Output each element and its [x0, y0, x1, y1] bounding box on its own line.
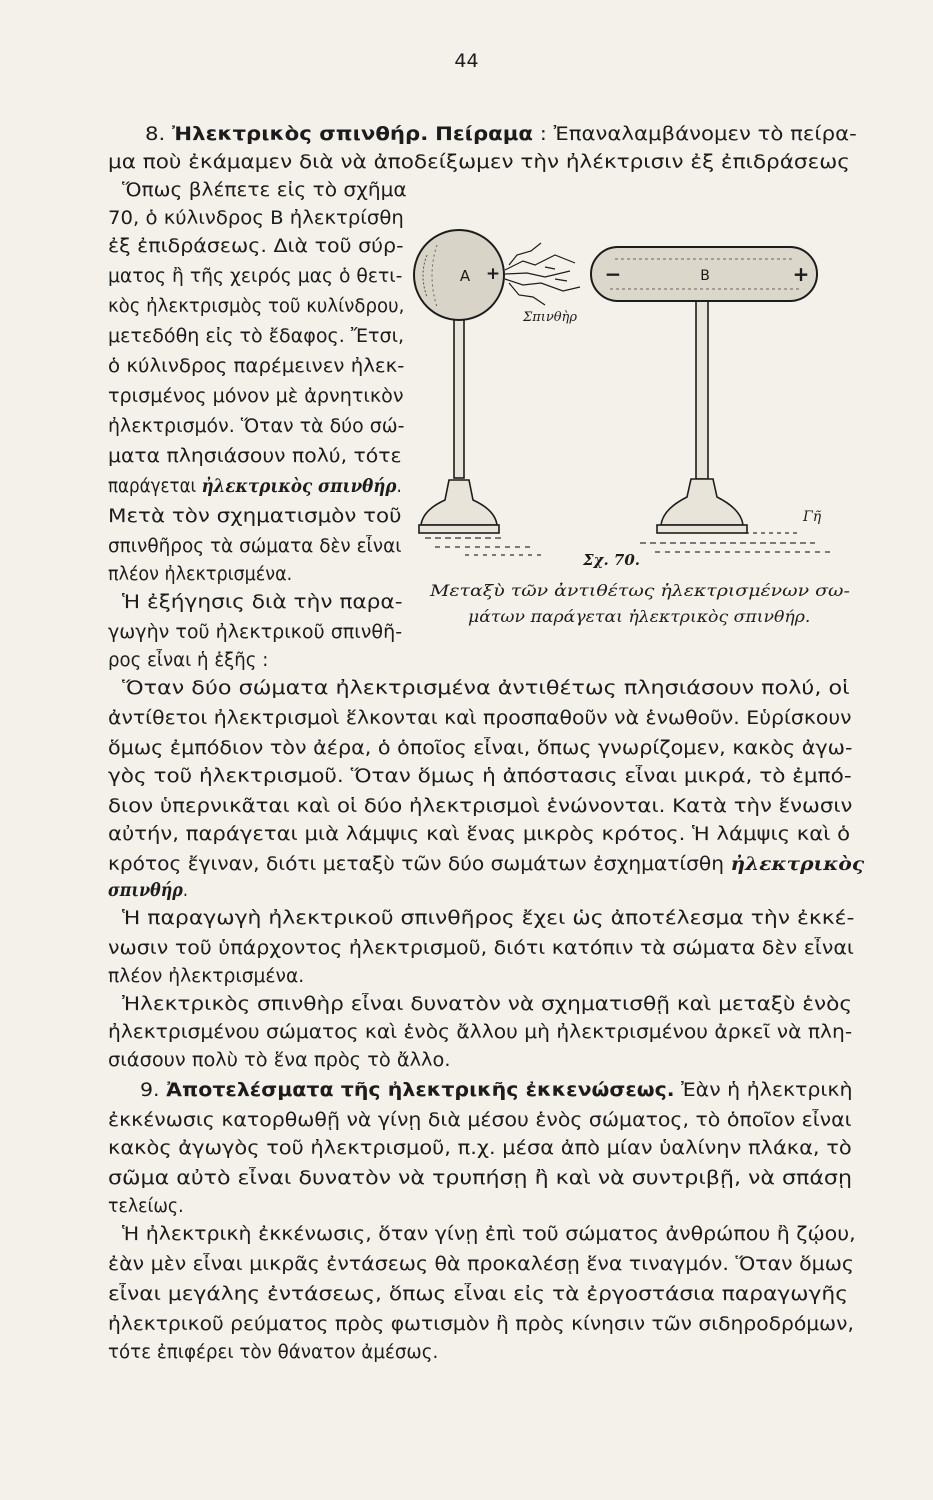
- paragraph-line: Ὅταν δύο σώματα ἠλεκτρισμένα ἀντιθέτως πλησιάσουν πολύ, οἱ: [122, 678, 850, 699]
- emphasis-term: σπινθήρ: [108, 880, 183, 901]
- paragraph-line: γωγὴν τοῦ ἠλεκτρικοῦ σπινθῆ-: [108, 622, 403, 643]
- paragraph-line: ὅμως ἐμπόδιον τὸν ἀέρα, ὁ ὁποῖος εἶναι, ὅπως γνωρίζομεν, κακὸς ἀγω-: [108, 738, 853, 759]
- paragraph-line: πλέον ἠλεκτρισμένα.: [108, 966, 305, 987]
- heading-line-text: : Ἐπαναλαμβάνομεν τὸ πείρα-: [532, 124, 857, 145]
- line-text: κρότος ἔγιναν, διότι μεταξὺ τῶν δύο σωμάτων ἐσχηματίσθη: [108, 854, 731, 875]
- section-number: 9.: [140, 1080, 160, 1101]
- heading-line-text: Ἐὰν ἡ ἠλεκτρικὴ: [674, 1080, 853, 1101]
- paragraph-line: νωσιν τοῦ ὑπάρχοντος ἠλεκτρισμοῦ, διότι κατόπιν τὰ σώματα δὲν εἶναι: [108, 938, 854, 959]
- paragraph-line: Ὅπως βλέπετε εἰς τὸ σχῆμα: [122, 180, 407, 201]
- paragraph-line: πλέον ἠλεκτρισμένα.: [108, 564, 293, 585]
- paragraph-line-noise: [108, 852, 864, 878]
- page-number: 44: [454, 50, 479, 72]
- section-9-heading-line: [140, 1078, 852, 1104]
- figure-caption-line: Μεταξὺ τῶν ἀντιθέτως ἠλεκτρισμένων σω-: [430, 582, 850, 600]
- figure-number: Σχ. 70.: [583, 551, 641, 569]
- sphere-a-stand: [419, 303, 499, 533]
- paragraph-line: τελείως.: [108, 1196, 184, 1217]
- paragraph-line: σιάσουν πολὺ τὸ ἕνα πρὸς τὸ ἄλλο.: [108, 1050, 451, 1071]
- line-text: παράγεται: [108, 476, 202, 497]
- section-8-heading-line: [145, 122, 857, 148]
- paragraph-line: Ἠλεκτρικὸς σπινθὴρ εἶναι δυνατὸν νὰ σχηματισθῇ καὶ μεταξὺ ἑνὸς: [122, 994, 853, 1015]
- line-text: .: [396, 476, 402, 497]
- paragraph-line: ἠλεκτρικοῦ ρεύματος πρὸς φωτισμὸν ἢ πρὸς κίνησιν τῶν σιδηροδρόμων,: [108, 1314, 854, 1335]
- paragraph-line: ματος ἢ τῆς χειρός μας ὁ θετι-: [108, 266, 403, 287]
- paragraph-line: μα ποὺ ἐκάμαμεν διὰ νὰ ἀποδείξωμεν τὴν ἠλέκτρισιν ἐξ ἐπιδράσεως: [108, 152, 850, 173]
- paragraph-line: μετεδόθη εἰς τὸ ἔδαφος. Ἔτσι,: [108, 326, 405, 347]
- paragraph-line: γὸς τοῦ ἠλεκτρισμοῦ. Ὅταν ὅμως ἡ ἀπόστασις εἶναι μικρά, τὸ ἐμπό-: [108, 766, 852, 787]
- paragraph-line: τότε ἐπιφέρει τὸν θάνατον ἀμέσως.: [108, 1342, 439, 1363]
- paragraph-line: Μετὰ τὸν σχηματισμὸν τοῦ: [108, 506, 402, 527]
- paragraph-line: Ἡ παραγωγὴ ἠλεκτρικοῦ σπινθῆρος ἔχει ὡς ἀποτέλεσμα τὴν ἐκκέ-: [122, 908, 855, 929]
- paragraph-line: σπινθῆρος τὰ σώματα δὲν εἶναι: [108, 536, 402, 557]
- cylinder-b-label: Β: [700, 268, 710, 284]
- paragraph-line: ἀντίθετοι ἠλεκτρισμοὶ ἕλκονται καὶ προσπαθοῦν νὰ ἑνωθοῦν. Εὑρίσκουν: [108, 708, 852, 729]
- section-number: 8.: [145, 124, 166, 145]
- cylinder-b: [591, 247, 817, 301]
- plus-sign-a: +: [485, 264, 501, 284]
- section-heading: Ἀποτελέσματα τῆς ἠλεκτρικῆς ἐκκενώσεως.: [166, 1080, 675, 1101]
- paragraph-line: αὐτήν, παράγεται μιὰ λάμψις καὶ ἕνας μικρὸς κρότος. Ἡ λάμψις καὶ ὁ: [108, 824, 851, 845]
- paragraph-line: ρος εἶναι ἡ ἑξῆς :: [108, 650, 269, 671]
- paragraph-line: κὸς ἠλεκτρισμὸς τοῦ κυλίνδρου,: [108, 296, 405, 317]
- paragraph-line: ἠλεκτρισμένου σώματος καὶ ἑνὸς ἄλλου μὴ ἠλεκτρισμένου ἀρκεῖ νὰ πλη-: [108, 1022, 853, 1043]
- paragraph-line: ἐκκένωσις κατορθωθῇ νὰ γίνῃ διὰ μέσου ἑνὸς σώματος, τὸ ὁποῖον εἶναι: [108, 1110, 852, 1131]
- plus-sign-b: +: [792, 262, 810, 286]
- paragraph-line: σῶμα αὐτὸ εἶναι δυνατὸν νὰ τρυπήσῃ ἢ καὶ νὰ συντριβῇ, νὰ σπάσῃ: [108, 1168, 852, 1189]
- paragraph-line-spark: [108, 474, 402, 500]
- paragraph-line: ὁ κύλινδρος παρέμεινεν ἠλεκ-: [108, 356, 405, 377]
- spark: [505, 243, 580, 305]
- paragraph-line: τρισμένος μόνον μὲ ἀρνητικὸν: [108, 386, 404, 407]
- paragraph-line: ἐξ ἐπιδράσεως. Διὰ τοῦ σύρ-: [108, 236, 404, 257]
- paragraph-line: εἶναι μεγάλης ἐντάσεως, ὅπως εἶναι εἰς τὰ ἐργοστάσια παραγωγῆς: [108, 1284, 848, 1305]
- paragraph-line: Ἡ ἠλεκτρικὴ ἐκκένωσις, ὅταν γίνῃ ἐπὶ τοῦ σώματος ἀνθρώπου ἢ ζῴου,: [122, 1224, 856, 1245]
- paragraph-line: 70, ὁ κύλινδρος Β ἠλεκτρίσθη: [108, 208, 404, 229]
- ground-label: Γῆ: [803, 509, 822, 525]
- paragraph-line: ἠλεκτρισμόν. Ὅταν τὰ δύο σώ-: [108, 416, 405, 437]
- emphasis-term: ἠλεκτρικὸς σπινθήρ: [201, 476, 397, 497]
- paragraph-line-spark-end: [108, 878, 188, 904]
- line-text: .: [182, 880, 188, 901]
- cylinder-b-stand: [657, 301, 747, 533]
- sphere-a-label: Α: [459, 267, 471, 285]
- spark-label: Σπινθὴρ: [523, 310, 577, 325]
- figure-70: [405, 225, 840, 580]
- minus-sign-b: −: [604, 262, 622, 286]
- figure-caption-line: μάτων παράγεται ἠλεκτρικὸς σπινθήρ.: [468, 608, 811, 626]
- paragraph-line: ματα πλησιάσουν πολύ, τότε: [108, 446, 402, 467]
- paragraph-line: διον ὑπερνικᾶται καὶ οἱ δύο ἠλεκτρισμοὶ ἑνώνονται. Κατὰ τὴν ἕνωσιν: [108, 796, 853, 817]
- paragraph-line: Ἡ ἐξήγησις διὰ τὴν παρα-: [122, 592, 403, 613]
- section-heading: Ἠλεκτρικὸς σπινθήρ.: [172, 124, 429, 145]
- experiment-label: Πείραμα: [435, 124, 533, 145]
- sphere-a: [414, 230, 504, 320]
- paragraph-line: ἐὰν μὲν εἶναι μικρᾶς ἐντάσεως θὰ προκαλέσῃ ἕνα τιναγμόν. Ὅταν ὅμως: [108, 1254, 854, 1275]
- emphasis-term: ἠλεκτρικὸς: [730, 854, 865, 875]
- paragraph-line: κακὸς ἀγωγὸς τοῦ ἠλεκτρισμοῦ, π.χ. μέσα ἀπὸ μίαν ὑαλίνην πλάκα, τὸ: [108, 1138, 852, 1159]
